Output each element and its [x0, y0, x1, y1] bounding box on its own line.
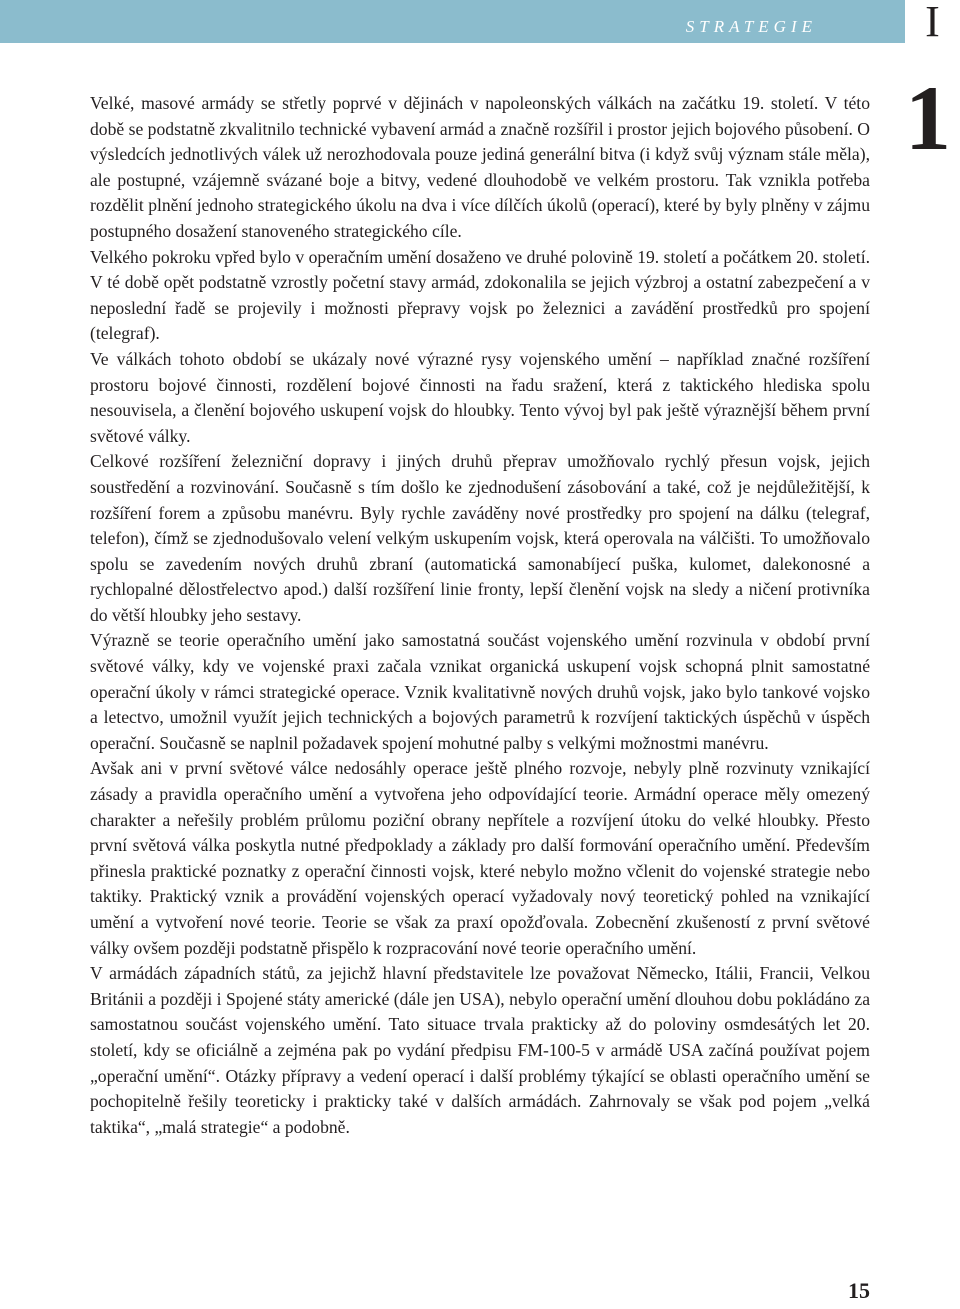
- paragraph: Velkého pokroku vpřed bylo v operačním umění dosaženo ve druhé polovině 19. století a počátkem 20. století. V té době opět podstatně vzrostly početní stavy armád, zdokonalila se jejich výzbroj a ostatní zabezpečení a v neposlední řadě se projevily i možnosti přepravy vojsk po železnici a zavádění prostředků pro spojení (telegraf).: [90, 246, 870, 344]
- paragraph: Celkové rozšíření železniční dopravy i jiných druhů přeprav umožňovalo rychlý přesun vojsk, jejich soustředění a rozvinování. Současně s tím došlo ke zjednodušení zásobování a také, což je nejdůležitější, k rozšíření forem a způsobu manévru. Byly rychle zaváděny nové prostředky pro spojení na dálku (telegraf, telefon), čímž se zjednodušovalo velení velkým uskupením vojsk, která operovala na válčišti. To umožňovalo spolu se zavedením nových druhů zbraní (automatická samonabíjecí puška, kulomet, dalekonosné a rychlopalné dělostřelectvo apod.) další rozšíření linie fronty, lepší členění vojsk na sledy a ničení protivníka do větší hloubky jeho sestavy.: [90, 451, 870, 625]
- paragraph: Ve válkách tohoto období se ukázaly nové výrazné rysy vojenského umění – například značné rozšíření prostoru bojové činnosti, rozdělení bojové činnosti na řadu sražení, která z taktického hlediska spolu nesouvisela, a členění bojového uskupení vojsk do hloubky. Tento vývoj byl pak ještě výraznější během první světové války.: [90, 348, 870, 446]
- paragraph: Avšak ani v první světové válce nedosáhly operace ještě plného rozvoje, nebyly plně rozvinuty vznikající zásady a pravidla operačního umění a vytvořena jeho odpovídající teorie. Armádní operace měly omezený charakter a neřešily problém průlomu poziční obrany nepřítele a rozvíjení útoku do velké hloubky. Přesto první světová válka poskytla nutné předpoklady a základy pro další formování operačního umění. Především přinesla praktické poznatky z operační činnosti vojsk, které nebylo možno včlenit do vojenské strategie nebo taktiky. Praktický vznik a provádění vojenských operací vyžadovaly nový teoretický pohled na vznikající umění a vytvoření nové teorie. Teorie se však za praxí opožďovala. Zobecnění zkušeností z první světové války ovšem později podstatně přispělo k rozpracování nové teorie operačního umění.: [90, 758, 870, 958]
- paragraph: Velké, masové armády se střetly poprvé v dějinách v napoleonských válkách na začátku 19. století. V této době se podstatně zkvalitnilo technické vybavení armád a značně rozšířil i prostor jejich bojového působení. O výsledcích jednotlivých válek už nerozhodovala pouze jediná generální bitva (i když svůj význam stále měla), ale postupné, vzájemně svázané boje a bitvy, vedené dlouhodobě ve velkém prostoru. Tak vznikla potřeba rozdělit plnění jednoho strategického úkolu na dva i více dílčích úkolů (operací), které by byly plněny v zájmu postupného dosažení stanoveného strategického cíle.: [90, 93, 870, 241]
- paragraph: V armádách západních států, za jejichž hlavní představitele lze považovat Německo, Itálii, Francii, Velkou Británii a později i Spojené státy americké (dále jen USA), nebylo operační umění dlouhou dobu pokládáno za samostatnou součást vojenského umění. Tato situace trvala prakticky až do poloviny osmdesátých let 20. století, kdy se oficiálně a zejména pak po vydání předpisu FM-100-5 v armádě USA začíná používat pojem „operační umění“. Otázky přípravy a vedení operací i další problémy týkající se oblasti operačního umění se pochopitelně řešily teoreticky i prakticky také v dalších armádách. Zahrnovaly se však pod pojem „velká taktika“, „malá strategie“ a podobně.: [90, 963, 870, 1137]
- body-text: [90, 91, 870, 1140]
- part-numeral: I: [925, 0, 940, 46]
- page-number: 15: [848, 1278, 870, 1303]
- chapter-number: 1: [905, 67, 951, 169]
- paragraph: Výrazně se teorie operačního umění jako samostatná součást vojenského umění rozvinula v období první světové války, kdy ve vojenské praxi začala vznikat organická uskupení vojsk schopná plnit samostatné operační úkoly v rámci strategické operace. Vznik kvalitativně nových druhů vojsk, jako bylo tankové vojsko a letectvo, umožnil využít jejich technických a bojových parametrů k rozvíjení taktických úspěchů v úspěch operační. Současně se naplnil požadavek spojení mohutné palby s velkými možnostmi manévru.: [90, 630, 870, 753]
- header-band: [0, 0, 905, 43]
- section-title: STRATEGIE: [685, 17, 817, 36]
